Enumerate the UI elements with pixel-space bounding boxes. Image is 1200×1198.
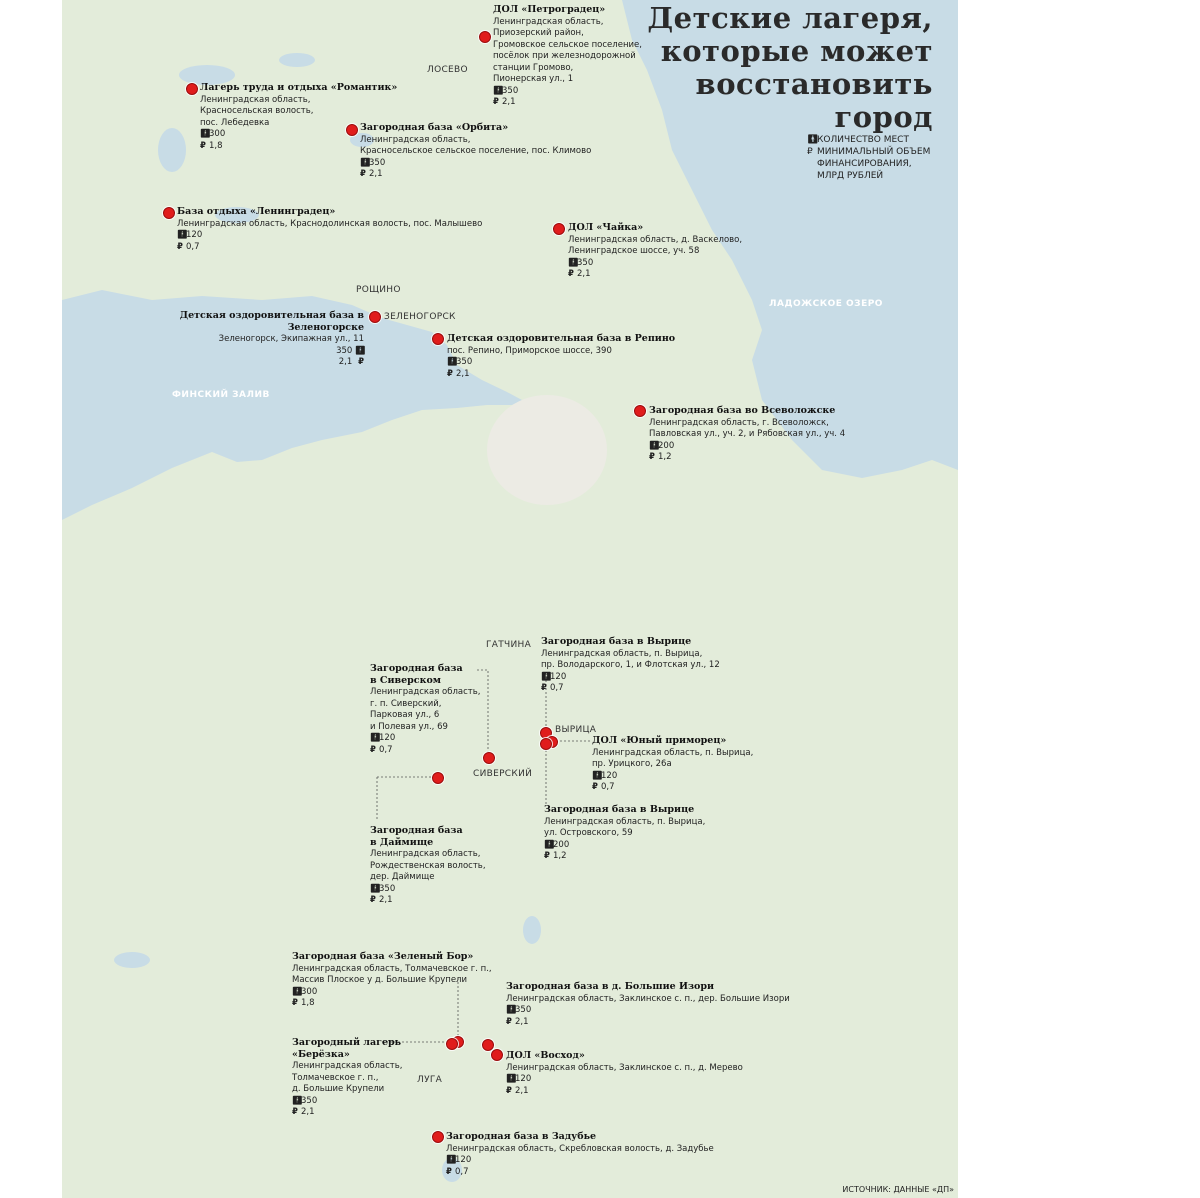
legend-funding [807, 146, 930, 182]
person-icon: 🚹︎ [370, 883, 381, 894]
ruble-icon: ₽ [447, 368, 453, 379]
camp-places: 🚹︎350 [447, 357, 473, 367]
camp-funding: ₽ 1,8 [200, 140, 223, 151]
camp-name: Загородная база в Вырице [541, 636, 692, 647]
camp-label [447, 333, 675, 380]
camp-marker[interactable] [491, 1049, 503, 1061]
ruble-icon: ₽ [358, 357, 364, 367]
person-icon: 🚹︎ [506, 1074, 517, 1084]
camp-address: Ленинградская область, Красносельская волость, пос. Лебедевка [200, 94, 314, 128]
camp-label [446, 1131, 714, 1178]
camp-name: База отдыха «Ленинградец» [177, 206, 336, 217]
camp-places: 🚹︎120 [446, 1155, 472, 1165]
ruble-icon: ₽ [370, 744, 376, 755]
camp-places: 🚹︎300 [200, 129, 226, 139]
camp-address: Ленинградская область, д. Васкелово, Ленинградское шоссе, уч. 58 [568, 234, 743, 256]
person-icon: 🚹︎ [493, 85, 504, 96]
camp-address: Ленинградская область, Рождественская волость, дер. Даймище [370, 849, 486, 882]
map-title [613, 2, 933, 134]
city-label: СИВЕРСКИЙ [473, 769, 533, 779]
camp-name: Детская оздоровительная база в Зеленогорске [179, 310, 364, 333]
camp-label [568, 222, 742, 281]
title-line: город [834, 100, 933, 134]
camp-funding: ₽ 0,7 [370, 744, 393, 755]
camp-label [102, 310, 364, 369]
source-note: ИСТОЧНИК: ДАННЫЕ «ДП» [842, 1185, 954, 1194]
camp-places: 🚹︎350 [506, 1005, 532, 1015]
city-label: ЛУГА [417, 1075, 443, 1085]
camp-name: ДОЛ «Чайка» [568, 222, 644, 233]
legend-funding-label: МИНИМАЛЬНЫЙ ОБЪЕМ [817, 147, 931, 157]
camp-funding: 2,1 ₽ [338, 357, 364, 367]
camp-name: Детская оздоровительная база в Репино [447, 333, 676, 344]
person-icon: 🚹︎ [447, 357, 458, 367]
water-label: ЛАДОЖСКОЕ ОЗЕРО [769, 299, 883, 309]
camp-places: 🚹︎300 [292, 986, 318, 997]
camp-name: Загородная база «Орбита» [360, 122, 509, 133]
camp-address: Ленинградская область, г. Всеволожск, Павловская ул., уч. 2, и Рябовская ул., уч. 4 [649, 417, 846, 439]
legend-funding-label: ФИНАНСИРОВАНИЯ, [817, 159, 912, 169]
ruble-icon: ₽ [200, 140, 206, 151]
camp-places: 🚹︎200 [544, 839, 570, 850]
camp-address: Ленинградская область, Красносельское сельское поселение, пос. Климово [360, 134, 592, 156]
ruble-icon: ₽ [544, 851, 550, 861]
ruble-icon: ₽ [649, 452, 655, 462]
ruble-icon: ₽ [360, 169, 366, 179]
person-icon: 🚹︎ [544, 839, 555, 850]
title-line: восстановить [695, 67, 933, 101]
camp-label [649, 405, 845, 464]
camp-places: 🚹︎120 [592, 770, 618, 781]
camp-places: 🚹︎200 [649, 440, 675, 451]
camp-funding: ₽ 2,1 [506, 1016, 529, 1027]
ruble-icon: ₽ [807, 147, 813, 157]
city-label: ВЫРИЦА [555, 725, 597, 735]
camp-label [544, 804, 705, 863]
camp-marker[interactable] [553, 223, 565, 235]
ruble-icon: ₽ [177, 241, 183, 252]
camp-marker[interactable] [369, 311, 381, 323]
camp-name: Лагерь труда и отдыха «Романтик» [200, 82, 398, 93]
camp-funding: ₽ 1,2 [544, 851, 567, 861]
camp-marker[interactable] [432, 333, 444, 345]
camp-label [506, 981, 790, 1028]
camp-name: Загородная база в д. Большие Изори [506, 981, 715, 992]
ruble-icon: ₽ [446, 1166, 452, 1177]
ruble-icon: ₽ [292, 1107, 298, 1117]
camp-places: 🚹︎120 [541, 671, 567, 682]
camp-address: Ленинградская область, п. Вырица, ул. Островского, 59 [544, 816, 706, 838]
camp-name: Загородная база в Вырице [544, 804, 695, 815]
legend-places-label: КОЛИЧЕСТВО МЕСТ [817, 135, 909, 145]
camp-address: Ленинградская область, п. Вырица, пр. Урицкого, 26а [592, 747, 754, 769]
camp-marker[interactable] [540, 738, 552, 750]
map [62, 0, 958, 1198]
camp-funding: ₽ 2,1 [506, 1085, 529, 1096]
camp-label [493, 4, 642, 109]
camp-funding: ₽ 1,8 [292, 998, 315, 1008]
camp-name: Загородная база «Зеленый Бор» [292, 951, 474, 962]
camp-address: Ленинградская область, Заклинское с. п., д. Мерево [506, 1062, 743, 1073]
city-label: ЛОСЕВО [427, 65, 468, 75]
person-icon: 🚹︎ [807, 135, 819, 145]
person-icon: 🚹︎ [292, 986, 303, 997]
camp-address: Ленинградская область, п. Вырица, пр. Володарского, 1, и Флотская ул., 12 [541, 648, 720, 670]
camp-address: Ленинградская область, Скребловская волость, д. Задубье [446, 1143, 714, 1154]
camp-marker[interactable] [446, 1038, 458, 1050]
camp-label [360, 122, 591, 181]
person-icon: 🚹︎ [568, 257, 579, 268]
camp-label [292, 951, 492, 1010]
camp-funding: ₽ 1,2 [649, 452, 672, 462]
ruble-icon: ₽ [506, 1085, 512, 1096]
camp-address: Ленинградская область, Толмачевское г. п., Массив Плоское у д. Большие Крупели [292, 963, 492, 985]
person-icon: 🚹︎ [370, 733, 381, 743]
camp-places: 🚹︎350 [493, 85, 519, 96]
camp-funding: ₽ 2,1 [493, 97, 516, 107]
camp-label [370, 825, 486, 907]
camp-name: ДОЛ «Восход» [506, 1050, 585, 1061]
camp-funding: ₽ 0,7 [592, 782, 615, 792]
camp-address: Ленинградская область, г. п. Сиверский, Парковая ул., 6 и Полевая ул., 69 [370, 687, 481, 732]
camp-label [292, 1037, 402, 1119]
camp-funding: ₽ 2,1 [568, 269, 591, 279]
camp-name: ДОЛ «Юный приморец» [592, 735, 727, 746]
camp-label [370, 663, 480, 756]
camp-funding: ₽ 2,1 [360, 169, 383, 179]
city-label: ГАТЧИНА [486, 640, 532, 650]
ruble-icon: ₽ [541, 683, 547, 693]
camp-funding: ₽ 2,1 [292, 1107, 315, 1117]
camp-marker[interactable] [634, 405, 646, 417]
title-line: Детские лагеря, [647, 1, 933, 35]
person-icon: 🚹︎ [446, 1155, 457, 1165]
title-line: которые может [660, 34, 933, 68]
camp-funding: ₽ 2,1 [370, 895, 393, 905]
camp-name: Загородный лагерь «Берёзка» [292, 1037, 402, 1060]
camp-name: ДОЛ «Петроградец» [493, 4, 606, 15]
camp-places: 🚹︎350 [292, 1095, 318, 1106]
camp-places: 350 🚹︎ [336, 345, 366, 356]
water-label: ФИНСКИЙ ЗАЛИВ [172, 390, 270, 400]
person-icon: 🚹︎ [541, 671, 552, 682]
person-icon: 🚹︎ [592, 770, 603, 781]
camp-places: 🚹︎120 [370, 733, 396, 743]
camp-address: Ленинградская область, Краснодолинская волость, пос. Малышево [177, 218, 483, 229]
camp-label [541, 636, 720, 695]
camp-funding: ₽ 0,7 [177, 241, 200, 252]
ruble-icon: ₽ [493, 97, 499, 107]
camp-places: 🚹︎120 [506, 1074, 532, 1084]
legend [807, 134, 930, 182]
ruble-icon: ₽ [292, 998, 298, 1008]
camp-address: Ленинградская область, Заклинское с. п., дер. Большие Изори [506, 993, 790, 1004]
camp-address: Зеленогорск, Экипажная ул., 11 [218, 334, 364, 344]
camp-places: 🚹︎350 [360, 157, 386, 168]
camp-address: пос. Репино, Приморское шоссе, 390 [447, 345, 612, 356]
person-icon: 🚹︎ [360, 157, 371, 168]
camp-address: Ленинградская область, Приозерский район, Громовское сельское поселение, посёлок при железнодорожной станции Громово, Пионерская ул., 1 [493, 16, 642, 84]
camp-label [506, 1050, 743, 1097]
camp-marker[interactable] [432, 1131, 444, 1143]
camp-name: Загородная база в Даймище [370, 825, 463, 848]
person-icon: 🚹︎ [177, 230, 188, 240]
ruble-icon: ₽ [506, 1016, 512, 1027]
camp-name: Загородная база в Сиверском [370, 663, 463, 686]
person-icon: 🚹︎ [649, 440, 660, 451]
camp-marker[interactable] [432, 772, 444, 784]
person-icon: 🚹︎ [506, 1005, 517, 1015]
ruble-icon: ₽ [370, 895, 376, 905]
city-label: ЗЕЛЕНОГОРСК [384, 312, 456, 322]
camp-address: Ленинградская область, Толмачевское г. п., д. Большие Крупели [292, 1061, 403, 1094]
camp-funding: ₽ 2,1 [447, 368, 470, 379]
camp-places: 🚹︎350 [568, 257, 594, 268]
ruble-icon: ₽ [592, 782, 598, 792]
camp-funding: ₽ 0,7 [541, 683, 564, 693]
camp-name: Загородная база во Всеволожске [649, 405, 836, 416]
camp-marker[interactable] [483, 752, 495, 764]
camp-name: Загородная база в Задубье [446, 1131, 597, 1142]
camp-marker[interactable] [479, 31, 491, 43]
person-icon: 🚹︎ [292, 1095, 303, 1106]
person-icon: 🚹︎ [200, 129, 211, 139]
camp-places: 🚹︎350 [370, 883, 396, 894]
legend-places [807, 134, 930, 146]
camp-label [177, 206, 482, 253]
city-label: РОЩИНО [356, 285, 401, 295]
camp-funding: ₽ 0,7 [446, 1166, 469, 1177]
camp-marker[interactable] [482, 1039, 494, 1051]
camp-marker[interactable] [163, 207, 175, 219]
camp-label [592, 735, 753, 794]
camp-places: 🚹︎120 [177, 230, 203, 240]
ruble-icon: ₽ [568, 269, 574, 279]
camp-marker[interactable] [186, 83, 198, 95]
legend-funding-label: МЛРД РУБЛЕЙ [817, 171, 884, 181]
person-icon: 🚹︎ [355, 345, 366, 356]
